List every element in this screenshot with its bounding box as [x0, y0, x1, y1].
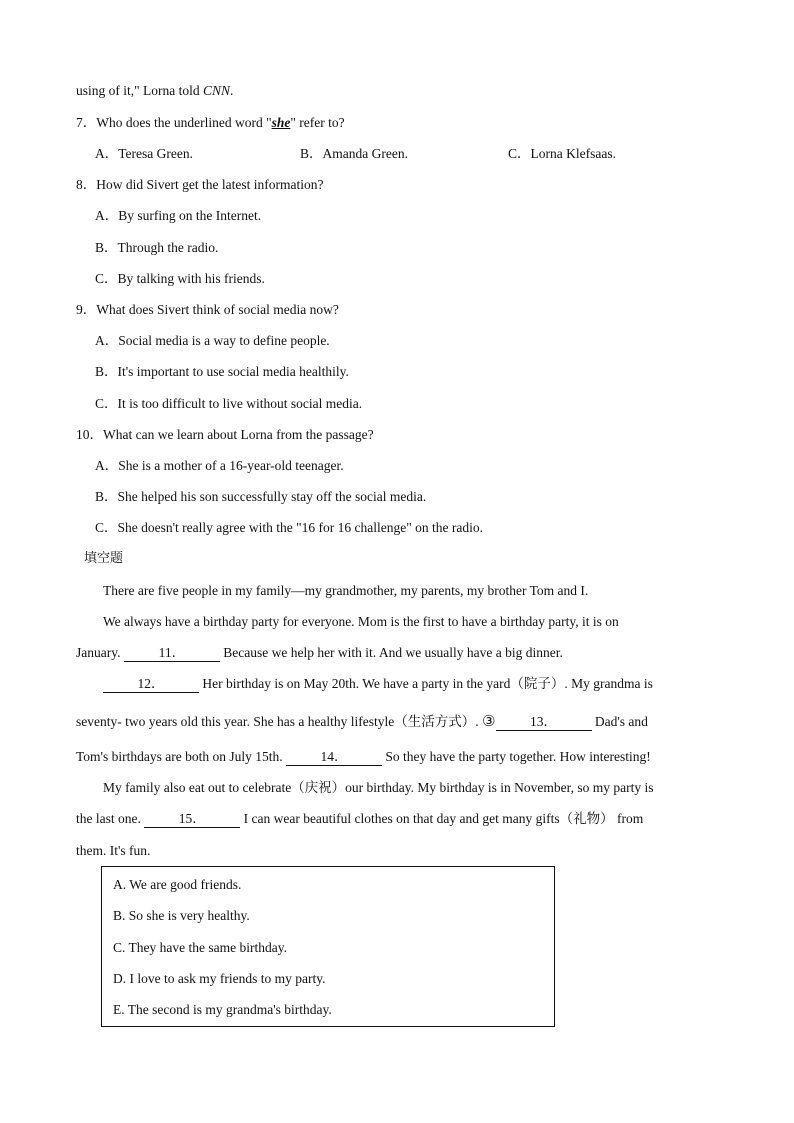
underlined-word: she	[271, 115, 291, 130]
passage-ending-line	[76, 82, 233, 100]
option-c[interactable]: C．Lorna Klefsaas.	[508, 146, 616, 161]
stem-text-end: " refer to?	[290, 115, 345, 130]
text: seventy- two years old this year. She has a healthy lifestyle（生活方式）.	[76, 714, 483, 729]
blank-15[interactable]: 15．	[144, 811, 240, 828]
question-9-stem	[76, 301, 339, 319]
text: Her birthday is on May 20th. We have a party in the yard（院子）. My grandma is	[199, 676, 653, 691]
passage-paragraph-1: There are five people in my family—my grandmother, my parents, my brother Tom and I.	[103, 583, 589, 598]
option-c[interactable]: C．She doesn't really agree with the "16 for 16 challenge" on the radio.	[95, 520, 483, 535]
ending-punct: .	[230, 83, 234, 98]
option-b[interactable]: B．She helped his son successfully stay off the social media.	[95, 489, 427, 504]
passage-paragraph-4-line-1: My family also eat out to celebrate（庆祝）our birthday. My birthday is in November, so my party is	[103, 780, 654, 795]
section-title: 填空题	[84, 551, 124, 566]
passage-paragraph-4-line-3: them. It's fun.	[76, 843, 151, 858]
text: Dad's and	[591, 714, 648, 729]
stem-text: What does Sivert think of social media now?	[96, 302, 339, 317]
choice-c[interactable]: C. They have the same birthday.	[113, 940, 287, 955]
option-c[interactable]: C．It is too difficult to live without social media.	[95, 396, 363, 411]
option-a[interactable]: A．By surfing on the Internet.	[95, 208, 262, 223]
passage-paragraph-3-line-3	[76, 748, 651, 766]
ending-text: using of it," Lorna told	[76, 83, 203, 98]
question-number: 10．	[76, 427, 103, 442]
passage-paragraph-3-line-2	[76, 712, 648, 731]
passage-paragraph-2-line-1: We always have a birthday party for everyone. Mom is the first to have a birthday party, it is on	[103, 614, 619, 629]
text: January.	[76, 645, 124, 660]
blank-12[interactable]: 12．	[103, 676, 199, 693]
passage-paragraph-4-line-2	[76, 810, 643, 828]
option-b[interactable]: B．It's important to use social media healthily.	[95, 364, 349, 379]
question-8-stem	[76, 176, 323, 194]
option-c[interactable]: C．By talking with his friends.	[95, 271, 265, 286]
passage-paragraph-2-line-2	[76, 644, 563, 662]
stem-text: Who does the underlined word "	[96, 115, 272, 130]
option-a[interactable]: A．Social media is a way to define people.	[95, 333, 330, 348]
stem-text: What can we learn about Lorna from the passage?	[103, 427, 374, 442]
question-number: 7．	[76, 115, 97, 130]
text: Tom's birthdays are both on July 15th.	[76, 749, 286, 764]
option-a[interactable]: A．Teresa Green.	[95, 146, 194, 161]
stem-text: How did Sivert get the latest information?	[96, 177, 324, 192]
circled-number-icon: ③	[482, 712, 496, 730]
passage-paragraph-3-line-1	[103, 675, 653, 693]
question-7-options	[95, 145, 695, 163]
option-b[interactable]: B．Through the radio.	[95, 240, 219, 255]
source-name: CNN	[203, 83, 231, 98]
question-10-stem	[76, 426, 374, 444]
option-b[interactable]: B．Amanda Green.	[300, 146, 408, 161]
choice-a[interactable]: A. We are good friends.	[113, 877, 242, 892]
text: I can wear beautiful clothes on that day and get many gifts（礼物） from	[240, 811, 644, 826]
text: Because we help her with it. And we usually have a big dinner.	[219, 645, 563, 660]
question-7-stem	[76, 114, 345, 132]
blank-14[interactable]: 14．	[286, 749, 382, 766]
blank-11[interactable]: 11．	[124, 645, 220, 662]
option-a[interactable]: A．She is a mother of a 16-year-old teenager.	[95, 458, 344, 473]
choice-b[interactable]: B. So she is very healthy.	[113, 908, 250, 923]
choice-d[interactable]: D. I love to ask my friends to my party.	[113, 971, 326, 986]
text: the last one.	[76, 811, 145, 826]
question-number: 8．	[76, 177, 97, 192]
question-number: 9．	[76, 302, 97, 317]
blank-13[interactable]: 13．	[496, 714, 592, 731]
text: So they have the party together. How interesting!	[381, 749, 651, 764]
choices-box	[101, 866, 555, 1027]
choice-e[interactable]: E. The second is my grandma's birthday.	[113, 1002, 332, 1017]
